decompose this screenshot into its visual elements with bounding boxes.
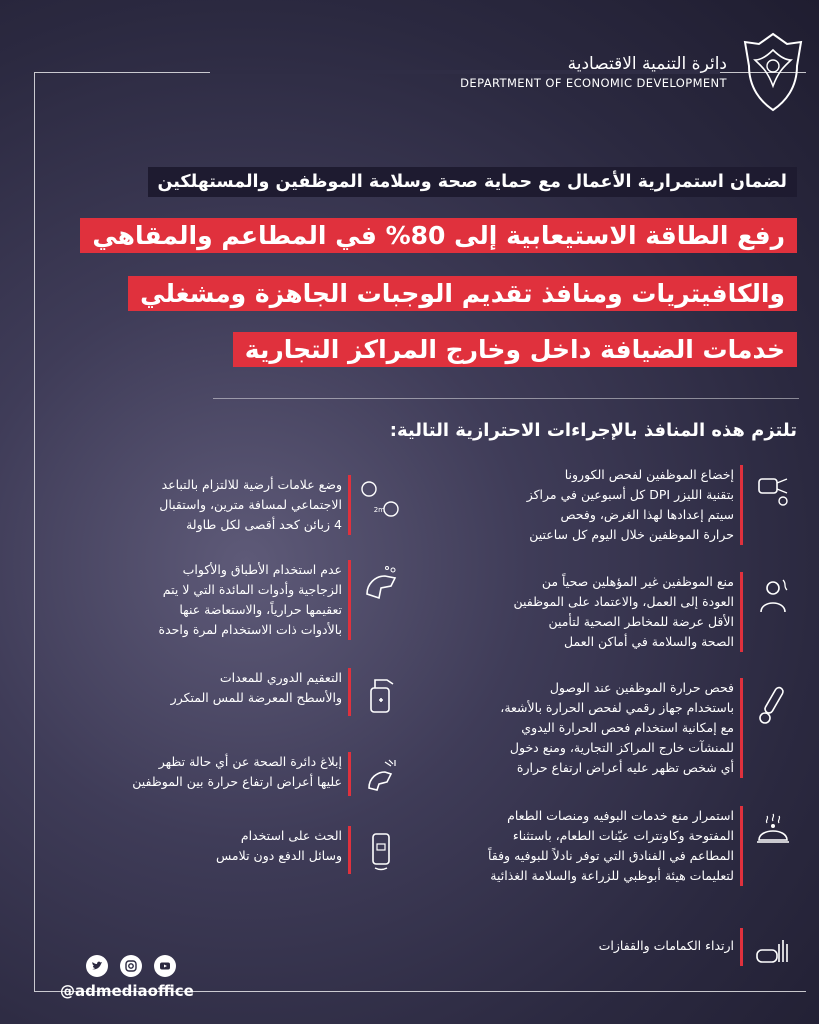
measure-line: العودة إلى العمل، والاعتماد على الموظفين: [513, 594, 734, 609]
social-handle[interactable]: @admediaoffice: [60, 982, 194, 1000]
cleaning-hand-icon: [361, 756, 401, 796]
measure-line: عليها أعراض ارتفاع حرارة بين الموظفين: [132, 774, 342, 789]
measure-item: [171, 668, 405, 716]
headline-line-1: رفع الطاقة الاستيعابية إلى 80% في المطاعم والمقاهي: [80, 218, 797, 253]
measure-line: لتعليمات هيئة أبوظبي للزراعة والسلامة الغذائية: [490, 868, 734, 883]
measure-line: أي شخص تظهر عليه أعراض ارتفاع حرارة: [516, 760, 734, 775]
hand-wash-icon: [361, 564, 401, 604]
measure-line: وسائل الدفع دون تلامس: [215, 848, 342, 863]
measure-line: عدم استخدام الأطباق والأكواب: [182, 562, 342, 577]
measure-line: والأسطح المعرضة للمس المتكرر: [170, 690, 342, 705]
measure-item: [500, 678, 797, 778]
measure-line: وضع علامات أرضية للالتزام بالتباعد: [161, 477, 342, 492]
header-en-title: DEPARTMENT OF ECONOMIC DEVELOPMENT: [460, 76, 727, 90]
measure-line: تعقيمها حرارياً، والاستعاضة عنها: [179, 602, 342, 617]
measure-line: حرارة الموظفين خلال اليوم كل ساعتين: [529, 527, 734, 542]
measure-line: التعقيم الدوري للمعدات: [219, 670, 342, 685]
measure-line: الحث على استخدام: [240, 828, 342, 843]
youtube-icon[interactable]: [154, 955, 176, 977]
measure-line: بالأدوات ذات الاستخدام لمرة واحدة: [158, 622, 342, 637]
measure-line: ارتداء الكمامات والقفازات: [598, 938, 734, 953]
instagram-icon[interactable]: [120, 955, 142, 977]
header: [460, 30, 809, 114]
measure-item: [132, 752, 405, 796]
measure-item: [488, 806, 797, 886]
measure-line: منع الموظفين غير المؤهلين صحياً من: [541, 574, 734, 589]
measure-line: باستخدام جهاز رقمي لفحص الحرارة بالأشعة،: [500, 700, 734, 715]
sick-person-icon: [753, 576, 793, 616]
measure-line: استمرار منع خدمات البوفيه ومنصات الطعام: [507, 808, 734, 823]
measure-line: الاجتماعي لمسافة مترين، واستقبال: [159, 497, 342, 512]
contactless-pay-icon: [361, 830, 401, 874]
measure-line: سيتم إعدادها لهذا الغرض، وفحص: [560, 507, 734, 522]
measure-line: للمنشآت خارج المراكز التجارية، ومنع دخول: [509, 740, 734, 755]
measure-item: [527, 465, 797, 545]
measure-line: 4 زبائن كحد أقصى لكل طاولة: [186, 517, 342, 532]
social-icons: [86, 955, 176, 977]
mask-glove-icon: [753, 932, 793, 972]
measure-line: إبلاغ دائرة الصحة عن أي حالة تظهر: [158, 754, 342, 769]
food-cloche-icon: [753, 810, 793, 850]
measure-line: المطاعم في الفنادق التي توفر نادلاً للبوفيه وفقاً: [487, 848, 734, 863]
falcon-emblem-icon: [737, 30, 809, 114]
subtitle: لضمان استمرارية الأعمال مع حماية صحة وسلامة الموظفين والمستهلكين: [148, 167, 797, 197]
thermal-scan-icon: [753, 469, 793, 509]
header-ar-title: دائرة التنمية الاقتصادية: [567, 54, 727, 74]
measure-item: [513, 572, 797, 652]
measure-item: [159, 560, 405, 640]
thermometer-icon: [753, 682, 793, 726]
headline-line-3: خدمات الضيافة داخل وخارج المراكز التجارية: [233, 332, 797, 367]
measure-item: [599, 928, 797, 972]
measure-line: فحص حرارة الموظفين عند الوصول: [549, 680, 734, 695]
headline-line-2: والكافيتريات ومنافذ تقديم الوجبات الجاهزة ومشغلي: [128, 276, 797, 311]
svg-text:2m: 2m: [373, 506, 385, 514]
section-title: تلتزم هذه المنافذ بالإجراءات الاحترازية التالية:: [389, 420, 797, 441]
measure-line: الأقل عرضة للمخاطر الصحية لتأمين: [548, 614, 734, 629]
measure-line: مع إمكانية استخدام فحص الحرارة اليدوي: [521, 720, 734, 735]
divider: [213, 398, 799, 399]
measure-line: إخضاع الموظفين لفحص الكورونا: [564, 467, 734, 482]
measure-item: [159, 475, 405, 535]
twitter-icon[interactable]: [86, 955, 108, 977]
measure-item: [216, 826, 405, 874]
distance-2m-icon: [359, 479, 403, 519]
spray-bottle-icon: [361, 672, 401, 716]
measure-line: الزجاجية وأدوات المائدة التي لا يتم: [162, 582, 342, 597]
measure-line: الصحة والسلامة في أماكن العمل: [564, 634, 734, 649]
measure-line: بتقنية الليزر DPI كل أسبوعين في مراكز: [526, 487, 734, 502]
measure-line: المفتوحة وكاونترات عيّنات الطعام، باستثناء: [512, 828, 734, 843]
